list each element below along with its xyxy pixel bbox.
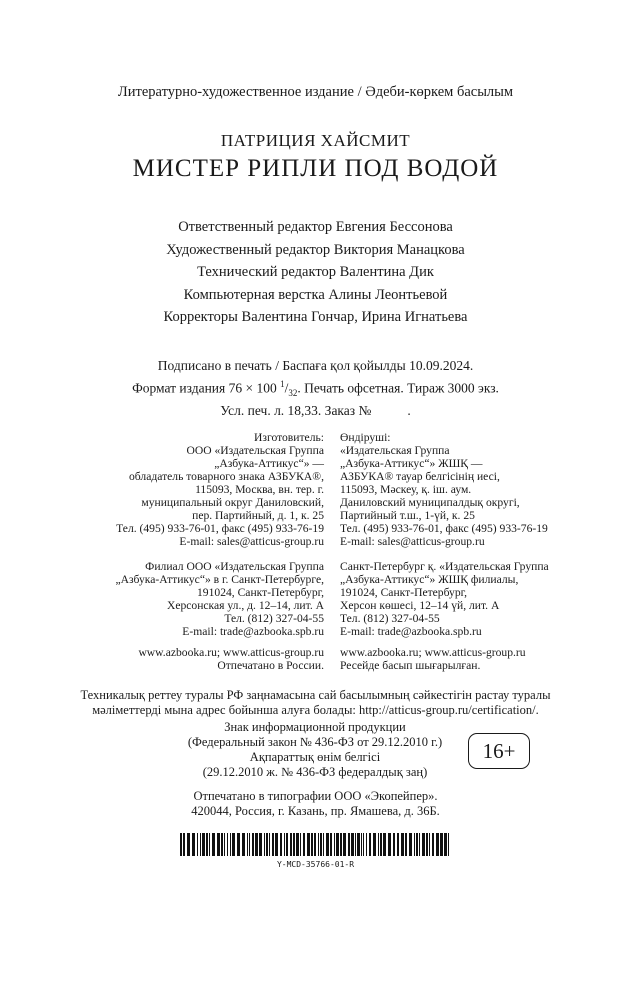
format-suffix: . Печать офсетная. Тираж 3000 экз. — [297, 380, 499, 396]
printer-line: Отпечатано в типографии ООО «Экопейпер». — [193, 789, 438, 803]
barcode-bar — [280, 833, 282, 856]
branch-ru-line: Херсонская ул., д. 12–14, лит. А — [166, 599, 324, 612]
barcode-bar — [269, 833, 270, 856]
barcode-bar — [419, 833, 420, 856]
format-denominator: 32 — [288, 388, 298, 399]
format-numerator: 1 — [280, 379, 285, 389]
barcode-bar — [343, 833, 346, 856]
branch-ru-line: 191024, Санкт-Петербург, — [197, 586, 324, 599]
barcode-bar — [311, 833, 313, 856]
branch-ru-line: Филиал ООО «Издательская Группа — [145, 560, 324, 573]
barcode-graphic — [180, 833, 451, 856]
barcode-bar — [330, 833, 332, 856]
manufacturer-ru-line: пер. Партийный, д. 1, к. 25 — [192, 509, 324, 522]
barcode-bar — [284, 833, 285, 856]
info-sign-line: (Федеральный закон № 436-ФЗ от 29.12.2010 г.) — [187, 735, 443, 749]
branch-kz-line: Тел. (812) 327-04-55 — [340, 612, 440, 625]
web-ru-line: Отпечатано в России. — [217, 659, 324, 672]
manufacturer-ru-line: Тел. (495) 933-76-01, факс (495) 933-76-19 — [116, 522, 324, 535]
barcode-bar — [197, 833, 198, 856]
barcode-bar — [397, 833, 399, 856]
info-product-sign — [140, 720, 490, 780]
barcode-bar — [192, 833, 195, 856]
sheets-line — [0, 402, 631, 420]
info-sign-line: (29.12.2010 ж. № 436-ФЗ федералдық заң) — [202, 765, 428, 779]
barcode-bar — [373, 833, 376, 856]
manufacturer-ru — [0, 431, 324, 548]
barcode-bar — [357, 833, 360, 856]
barcode-bar — [212, 833, 215, 856]
barcode-bar — [448, 833, 449, 856]
manufacturer-kz-line: Партийный т.ш., 1-үй, к. 25 — [340, 509, 475, 522]
barcode-bar — [206, 833, 208, 856]
branch-ru-line: „Азбука-Аттикус“» в г. Санкт-Петербурге, — [115, 573, 324, 586]
branch-kz-line: „Азбука-Аттикус“» ЖШҚ филиалы, — [340, 573, 519, 586]
age-rating-badge: 16+ — [468, 733, 530, 769]
barcode-bar — [200, 833, 201, 856]
barcode-bar — [255, 833, 258, 856]
barcode-bar — [224, 833, 225, 856]
tech-regulation-line: Техникалық реттеу туралы РФ заңнамасына сай басылымның сәйкестігін растау туралы — [80, 688, 551, 702]
credit-line: Технический редактор Валентина Дик — [197, 264, 434, 280]
barcode-bar — [249, 833, 250, 856]
manufacturer-ru-line: обладатель товарного знака АЗБУКА®, — [129, 470, 324, 483]
barcode-bar — [326, 833, 329, 856]
tech-regulation-line: мәліметтерді мына адрес бойынша алуға болады: http://atticus-group.ru/certification/. — [92, 703, 539, 717]
barcode-bar — [300, 833, 301, 856]
manufacturer-kz-line: АЗБУКА® тауар белгісінің иесі, — [340, 470, 500, 483]
barcode-bar — [272, 833, 274, 856]
barcode-bar — [303, 833, 305, 856]
barcode-bar — [183, 833, 185, 856]
manufacturer-ru-line: ООО «Издательская Группа — [186, 444, 324, 457]
barcode-bar — [314, 833, 316, 856]
genre-line: Литературно-художественное издание / Әдеби-көркем басылым — [117, 84, 514, 100]
barcode-bar — [383, 833, 386, 856]
web-kz-line: Ресейде басып шығарылған. — [340, 659, 481, 672]
barcode-bar — [422, 833, 425, 856]
barcode-bar — [320, 833, 322, 856]
sheets-end: . — [407, 403, 411, 419]
signed-line: Подписано в печать / Баспаға қол қойылды 10.09.2024. — [157, 358, 474, 373]
branch-ru-line: Тел. (812) 327-04-55 — [224, 612, 324, 625]
manufacturer-ru-line: Изготовитель: — [254, 431, 324, 444]
barcode-bar — [436, 833, 439, 856]
barcode-bar — [293, 833, 295, 856]
barcode-bar — [187, 833, 190, 856]
manufacturer-kz-line: Тел. (495) 933-76-01, факс (495) 933-76-19 — [340, 522, 548, 535]
web-ru — [0, 646, 324, 672]
credit-line: Компьютерная верстка Алины Леонтьевой — [183, 286, 448, 303]
web-kz-line: www.azbooka.ru; www.atticus-group.ru — [340, 646, 526, 659]
barcode-bar — [242, 833, 245, 856]
barcode-bar — [393, 833, 395, 856]
manufacturer-kz-line: Өндіруші: — [340, 431, 391, 444]
barcode-bar — [340, 833, 342, 856]
print-info — [0, 357, 631, 420]
book-title: МИСТЕР РИПЛИ ПОД ВОДОЙ — [132, 155, 499, 182]
barcode-bar — [416, 833, 418, 856]
credits-block — [0, 216, 631, 329]
barcode-bar — [247, 833, 248, 856]
barcode-bar — [405, 833, 407, 856]
branch-ru — [0, 560, 324, 638]
info-sign-line: Знак информационной продукции — [224, 720, 406, 734]
sheets-text: Усл. печ. л. 18,33. Заказ № — [220, 403, 372, 419]
barcode-bar — [230, 833, 231, 856]
author-name: ПАТРИЦИЯ ХАЙСМИТ — [220, 131, 411, 150]
barcode-bar — [369, 833, 371, 856]
barcode-bar — [401, 833, 404, 856]
printer-line: 420044, Россия, г. Казань, пр. Ямашева, д. 36Б. — [191, 804, 440, 818]
barcode-bar — [363, 833, 364, 856]
manufacturer-ru-line: „Азбука-Аттикус“» — — [214, 457, 324, 470]
barcode-bar — [440, 833, 443, 856]
barcode-bar — [414, 833, 415, 856]
barcode-bar — [348, 833, 350, 856]
barcode-bar — [366, 833, 367, 856]
branch-kz-line: Херсон көшесі, 12–14 үй, лит. А — [340, 599, 500, 612]
barcode-bar — [323, 833, 324, 856]
barcode-bar — [388, 833, 391, 856]
barcode-bar — [378, 833, 379, 856]
manufacturer-kz-line: Даниловский муниципалдық округі, — [340, 496, 520, 509]
manufacturer-kz — [340, 431, 631, 548]
manufacturer-kz-line: 115093, Мәскеу, қ. іш. аум. — [340, 483, 472, 496]
manufacturer-ru-line: муниципальный округ Даниловский, — [141, 496, 324, 509]
format-line — [0, 375, 631, 402]
barcode-bar — [429, 833, 430, 856]
barcode-bar — [336, 833, 339, 856]
branch-ru-line: E-mail: trade@azbooka.spb.ru — [182, 625, 324, 638]
barcode-bar — [426, 833, 428, 856]
barcode-bar — [351, 833, 354, 856]
barcode-bar — [432, 833, 434, 856]
credit-line: Ответственный редактор Евгения Бессонова — [178, 219, 453, 235]
barcode-bar — [444, 833, 447, 856]
manufacturer-ru-line: E-mail: sales@atticus-group.ru — [179, 535, 324, 548]
branch-kz-line: E-mail: trade@azbooka.spb.ru — [340, 625, 482, 638]
barcode-label: Y-MCD-35766-01-R — [276, 860, 355, 869]
barcode-bar — [296, 833, 299, 856]
credit-line: Корректоры Валентина Гончар, Ирина Игнатьева — [163, 309, 468, 325]
branch-kz-line: 191024, Санкт-Петербург, — [340, 586, 467, 599]
barcode-bar — [227, 833, 228, 856]
info-sign-line: Ақпараттық өнім белгісі — [249, 750, 381, 764]
tech-regulation-note — [0, 688, 631, 718]
barcode-bar — [355, 833, 356, 856]
web-kz — [340, 646, 631, 672]
format-prefix: Формат издания 76 × 100 — [132, 380, 281, 396]
barcode-bar — [180, 833, 182, 856]
manufacturer-kz-line: «Издательская Группа — [340, 444, 450, 457]
barcode-bar — [232, 833, 235, 856]
manufacturer-kz-line: „Азбука-Аттикус“» ЖШҚ — — [340, 457, 483, 470]
barcode-bar — [290, 833, 292, 856]
credit-line: Художественный редактор Виктория Манацкова — [166, 241, 465, 258]
barcode-bar — [221, 833, 223, 856]
barcode-bar — [209, 833, 210, 856]
barcode-bar — [266, 833, 268, 856]
barcode-bar — [264, 833, 265, 856]
format-slash: / — [284, 380, 289, 396]
barcode-bar — [409, 833, 412, 856]
barcode-bar — [361, 833, 362, 856]
barcode-bar — [318, 833, 319, 856]
manufacturer-kz-line: E-mail: sales@atticus-group.ru — [340, 535, 485, 548]
printer-info — [0, 789, 631, 819]
barcode-bar — [275, 833, 278, 856]
barcode-bar — [380, 833, 382, 856]
branch-kz — [340, 560, 631, 638]
barcode-bar — [334, 833, 335, 856]
manufacturer-ru-line: 115093, Москва, вн. тер. г. — [195, 483, 324, 496]
web-ru-line: www.azbooka.ru; www.atticus-group.ru — [138, 646, 324, 659]
barcode-bar — [259, 833, 262, 856]
barcode-bar — [237, 833, 240, 856]
barcode-bar — [202, 833, 205, 856]
barcode-bar — [252, 833, 254, 856]
barcode-bar — [307, 833, 310, 856]
barcode-bar — [217, 833, 220, 856]
branch-kz-line: Санкт-Петербург қ. «Издательская Группа — [340, 560, 549, 573]
barcode-bar — [286, 833, 288, 856]
